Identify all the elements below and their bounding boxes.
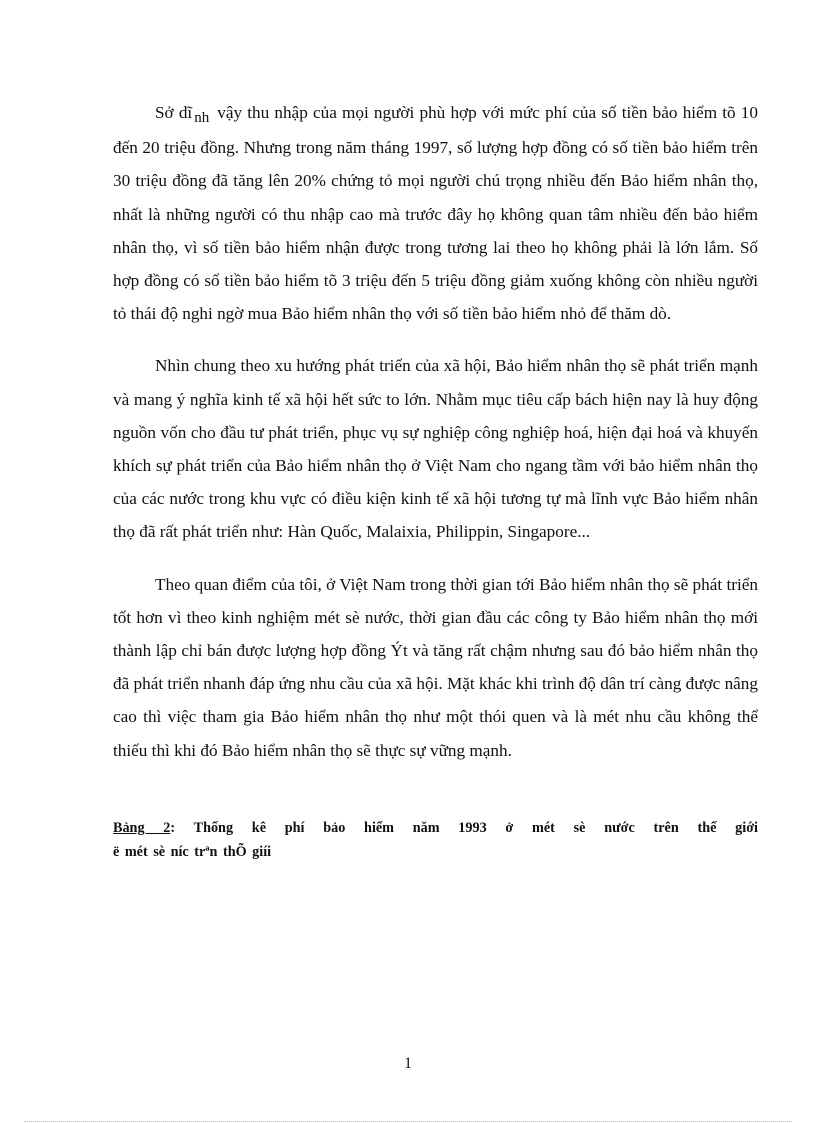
table-caption: [113, 816, 758, 864]
paragraph-2: Nhìn chung theo xu hướng phát triển của xã hội, Bảo hiểm nhân thọ sẽ phát triển mạnh và mang ý nghĩa kinh tế xã hội hết sức to lớn. Nhằm mục tiêu cấp bách hiện nay là huy động nguồn vốn cho đầu tư phát triển, phục vụ sự nghiệp công nghiệp hoá, hiện đại hoá và khuyến khích sự phát triển của Bảo hiểm nhân thọ ở Việt Nam cho ngang tầm với bảo hiểm nhân thọ của các nước trong khu vực có điều kiện kinh tế xã hội tương tự mà lĩnh vực Bảo hiểm nhân thọ đã rất phát triển như: Hàn Quốc, Malaixia, Philippin, Singapore...: [113, 356, 758, 542]
paragraph-1-lead: Sở dĩ: [155, 103, 193, 122]
footer-divider: [24, 1121, 792, 1122]
paragraph-1-rest: vậy thu nhập của mọi người phù hợp với mức phí của số tiền bảo hiểm tõ 10 đến 20 triệu đồng. Nhưng trong năm tháng 1997, số lượng hợp đồng có số tiền bảo hiểm trên 30 triệu đồng đã tăng lên 20% chứng tỏ mọi người chú trọng nhiều đến Bảo hiểm nhân thọ, nhất là những người có thu nhập cao mà trước đây họ không quan tâm nhiều đến bảo hiểm nhân thọ, vì số tiền bảo hiểm nhận được trong tương lai theo họ không phải là lớn lắm. Số hợp đồng có số tiền bảo hiểm tõ 3 triệu đến 5 triệu đồng giảm xuống không còn nhiều người tỏ thái độ nghi ngờ mua Bảo hiểm nhân thọ với số tiền bảo hiểm nhỏ để thăm dò.: [113, 103, 758, 324]
table-caption-label: Bảng 2: [113, 820, 171, 836]
page-number: 1: [404, 1055, 412, 1072]
table-caption-line1: : Thống kê phí bảo hiểm năm 1993 ở mét sè nước trên thế giới: [170, 820, 758, 836]
paragraph-1: [113, 96, 758, 330]
paragraph-1-subscript: nh: [194, 110, 210, 126]
body-text: [113, 96, 758, 767]
table-caption-line2: ë mét sè níc trªn thÕ giíi: [113, 844, 272, 860]
paragraph-3: Theo quan điểm của tôi, ở Việt Nam trong thời gian tới Bảo hiểm nhân thọ sẽ phát triển tốt hơn vì theo kinh nghiệm mét sè nước, thời gian đầu các công ty Bảo hiểm nhân thọ mới thành lập chỉ bán được lượng hợp đồng Ýt và tăng rất chậm nhưng sau đó bảo hiểm nhân thọ đã phát triển nhanh đáp ứng nhu cầu của xã hội. Mặt khác khi trình độ dân trí càng được nâng cao thì việc tham gia Bảo hiểm nhân thọ như một thói quen và là mét nhu cầu không thể thiếu thì khi đó Bảo hiểm nhân thọ sẽ thực sự vững mạnh.: [113, 574, 758, 760]
